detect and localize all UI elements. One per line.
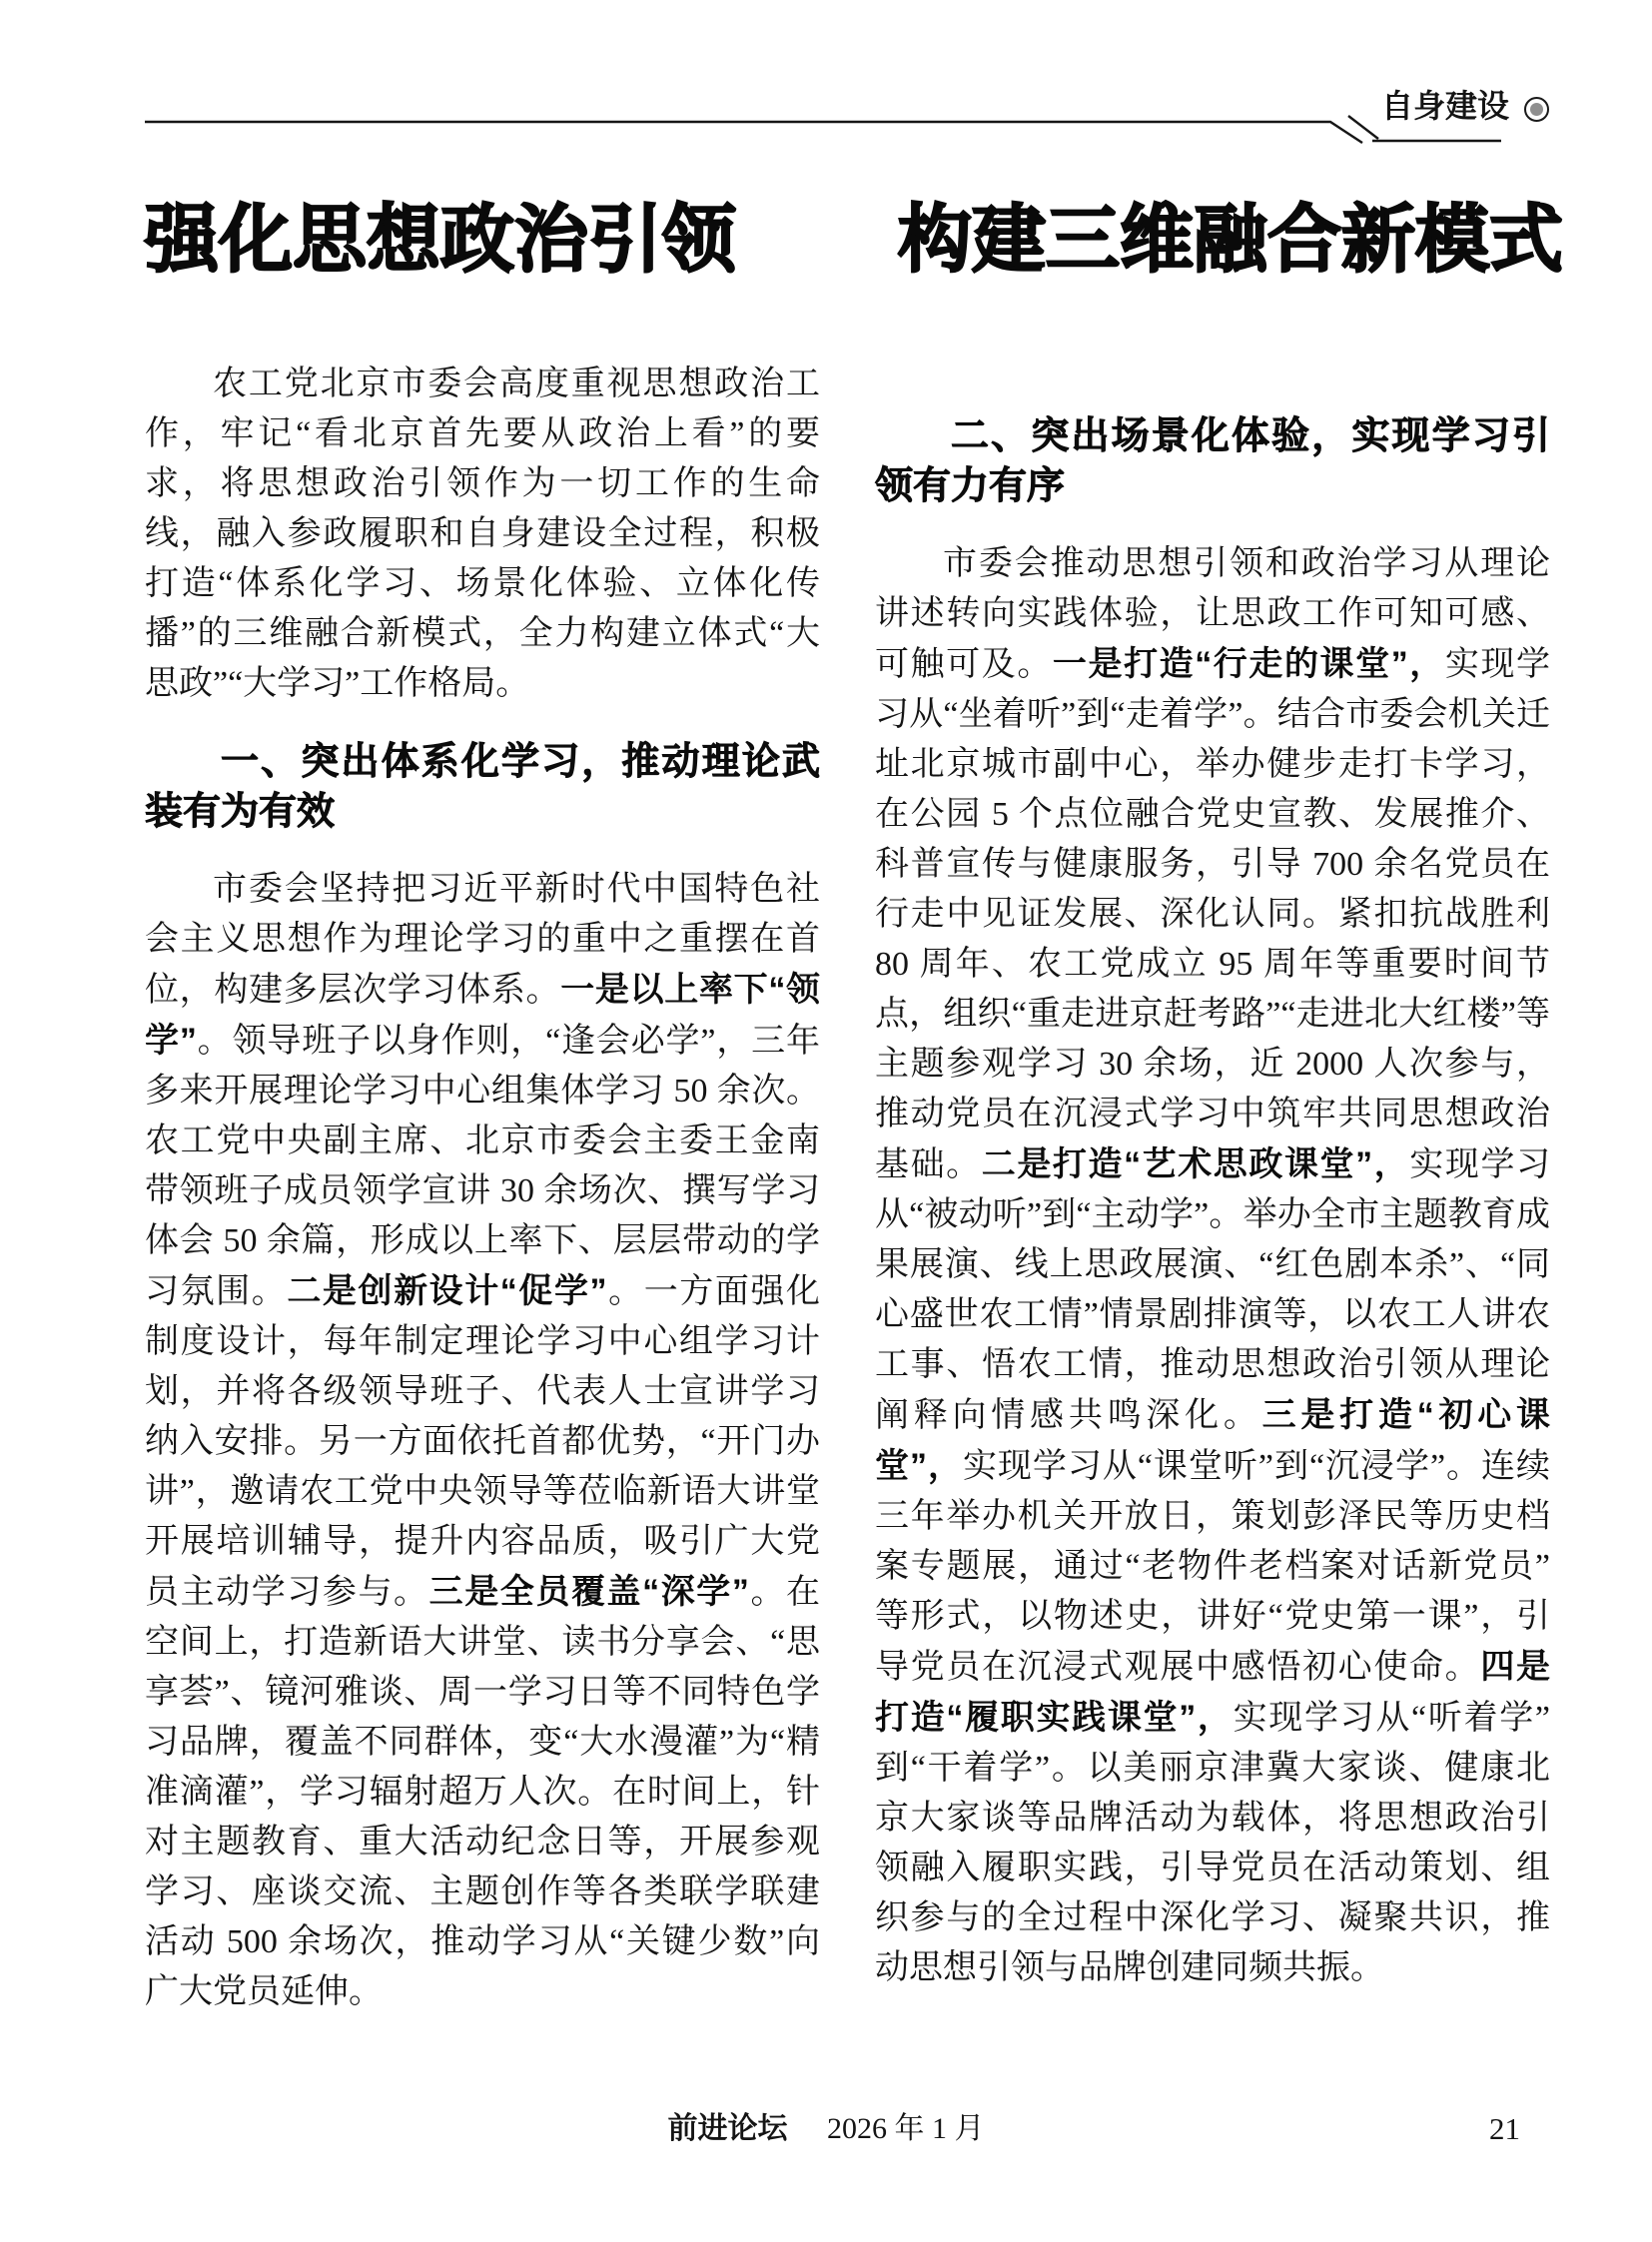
column-right	[875, 360, 1550, 2057]
body-paragraph: 农工党北京市委会高度重视思想政治工作，牢记“看北京首先要从政治上看”的要求，将思想政治引领作为一切工作的生命线，融入参政履职和自身建设全过程，积极打造“体系化学习、场景化体验、立体化传播”的三维融合新模式，全力构建立体式“大思政”“大学习”工作格局。	[145, 366, 820, 702]
footer-center	[0, 2107, 1652, 2151]
page-number: 21	[1489, 2111, 1520, 2146]
section-bullet-icon	[1524, 97, 1549, 122]
body-paragraph: 市委会推动思想引领和政治学习从理论讲述转向实践体验，让思政工作可知可感、可触可及。一是打造“行走的课堂”，实现学习从“坐着听”到“走着学”。结合市委会机关迁址北京城市副中心，举办健步走打卡学习，在公园 5 个点位融合党史宣教、发展推介、科普宣传与健康服务，引导 700 余名党员在行走中见证发展、深化认同。紧扣抗战胜利 80 周年、农工党成立 95 周年等重要时间节点，组织“重走进京赶考路”“走进北大红楼”等主题参观学习 30 余场，近 2000 人次参与，推动党员在沉浸式学习中筑牢共同思想政治基础。二是打造“艺术思政课堂”，实现学习从“被动听”到“主动学”。举办全市主题教育成果展演、线上思政展演、“红色剧本杀”、“同心盛世农工情”情景剧排演等，以农工人讲农工事、悟农工情，推动思想政治引领从理论阐释向情感共鸣深化。三是打造“初心课堂”，实现学习从“课堂听”到“沉浸学”。连续三年举办机关开放日，策划彭泽民等历史档案专题展，通过“老物件老档案对话新党员”等形式，以物述史，讲好“党史第一课”，引导党员在沉浸式观展中感悟初心使命。四是打造“履职实践课堂”，实现学习从“听着学”到“干着学”。以美丽京津冀大家谈、健康北京大家谈等品牌活动为载体，将思想政治引领融入履职实践，引导党员在活动策划、组织参与的全过程中深化学习、凝聚共识，推动思想引领与品牌创建同频共振。	[875, 545, 1551, 1986]
footer-issue-date: 2026 年 1 月	[827, 2112, 985, 2145]
emphasis-run: 二是打造“艺术思政课堂”，	[981, 1145, 1410, 1183]
column-left	[145, 360, 820, 2057]
section-label: 自身建设	[1381, 88, 1510, 124]
emphasis-run: 二是创新设计“促学”	[287, 1272, 607, 1310]
footer-journal-name: 前进论坛	[667, 2112, 788, 2145]
section-heading: 一、突出体系化学习，推动理论武装有为有效	[145, 741, 820, 833]
body-paragraph: 市委会坚持把习近平新时代中国特色社会主义思想作为理论学习的重中之重摆在首位，构建多层次学习体系。一是以上率下“领学”。领导班子以身作则，“逢会必学”，三年多来开展理论学习中心组集体学习 50 余次。农工党中央副主席、北京市委会主委王金南带领班子成员领学宣讲 30 余场次、撰写学习体会 50 余篇，形成以上率下、层层带动的学习氛围。二是创新设计“促学”。一方面强化制度设计，每年制定理论学习中心组学习计划，并将各级领导班子、代表人士宣讲学习纳入安排。另一方面依托首都优势，“开门办讲”，邀请农工党中央领导等莅临新语大讲堂开展培训辅导，提升内容品质，吸引广大党员主动学习参与。三是全员覆盖“深学”。在空间上，打造新语大讲堂、读书分享会、“思享荟”、镜河雅谈、周一学习日等不同特色学习品牌，覆盖不同群体，变“大水漫灌”为“精准滴灌”，学习辐射超万人次。在时间上，针对主题教育、重大活动纪念日等，开展参观学习、座谈交流、主题创作等各类联学联建活动 500 余场次，推动学习从“关键少数”向广大党员延伸。	[145, 871, 821, 2010]
article-title-part1: 强化思想政治引领	[145, 198, 736, 281]
article-body	[145, 360, 1550, 2057]
section-heading: 二、突出场景化体验，实现学习引领有力有序	[875, 415, 1550, 507]
section-bullet-dot	[1530, 103, 1543, 116]
article-title-part2: 构建三维融合新模式	[898, 198, 1563, 281]
emphasis-run: 三是全员覆盖“深学”	[428, 1573, 749, 1611]
emphasis-run: 四是打造“履职实践课堂”，	[875, 1648, 1551, 1737]
emphasis-run: 三是打造“初心课堂”，	[875, 1396, 1551, 1485]
emphasis-run: 一是打造“行走的课堂”，	[1052, 645, 1445, 683]
emphasis-run: 一是以上率下“领学”	[145, 971, 821, 1060]
article-title	[145, 198, 1563, 282]
